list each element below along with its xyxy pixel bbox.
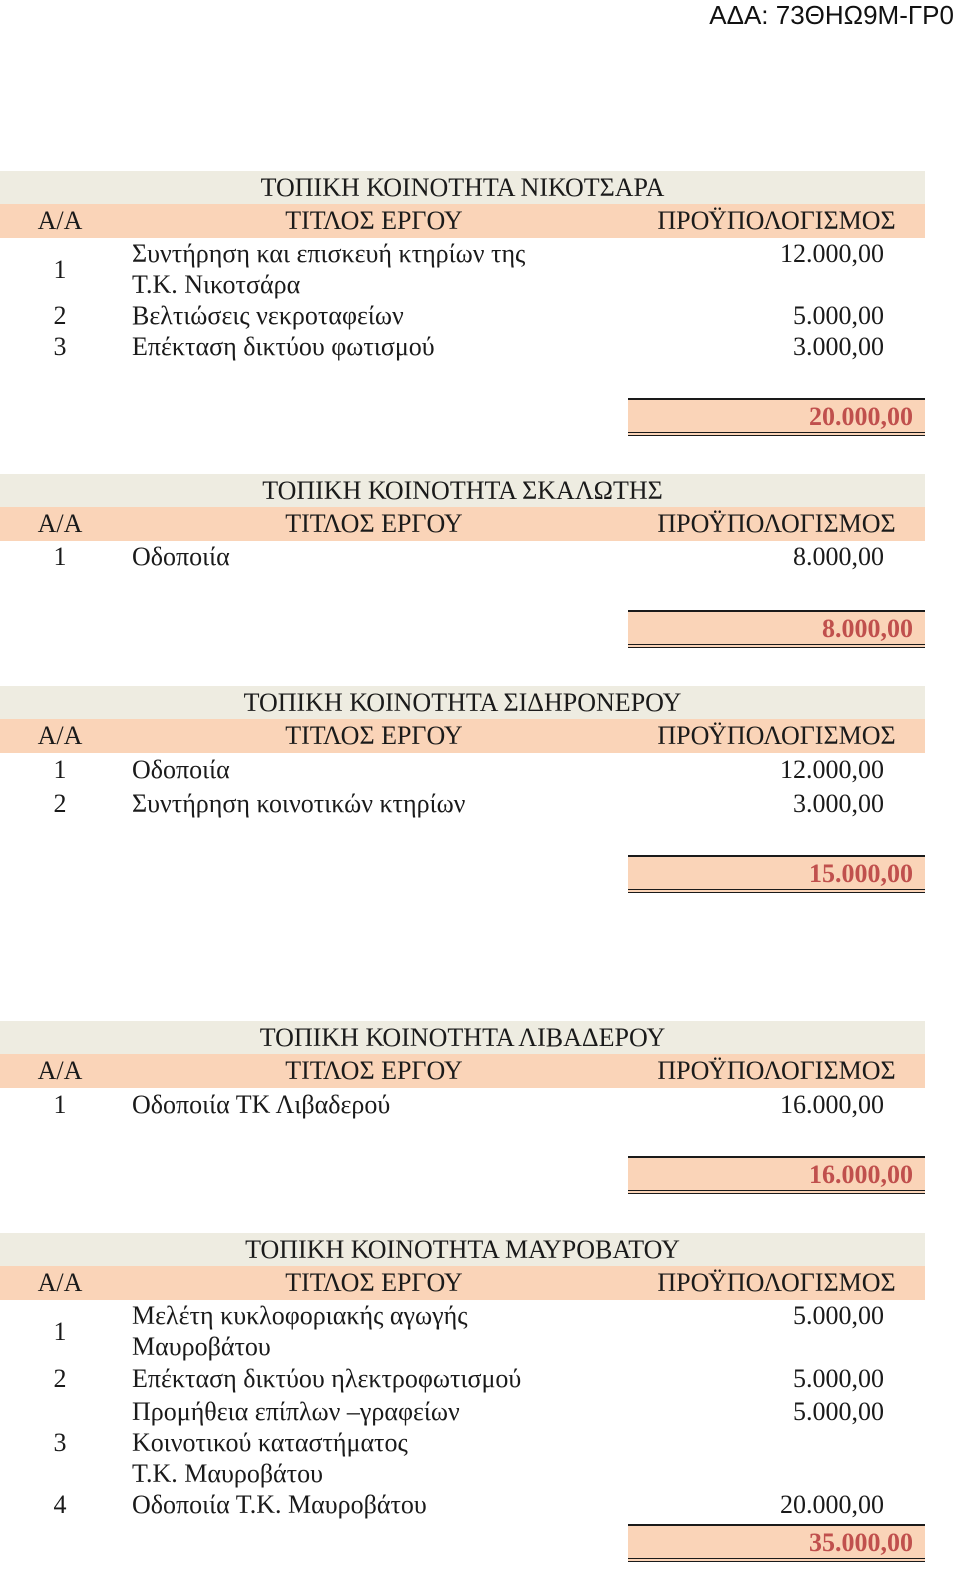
table-header	[0, 507, 925, 541]
row-title-line2: Μαυροβάτου	[132, 1332, 271, 1361]
header-budget: ΠΡΟΫΠΟΛΟΓΙΣΜΟΣ	[657, 1268, 896, 1297]
header-title: ΤΙΤΛΟΣ ΕΡΓΟΥ	[285, 1056, 463, 1085]
section-title: ΤΟΠΙΚΗ ΚΟΙΝΟΤΗΤΑ ΝΙΚΟΤΣΑΡΑ	[260, 173, 665, 202]
header-budget: ΠΡΟΫΠΟΛΟΓΙΣΜΟΣ	[657, 721, 896, 750]
section-title: ΤΟΠΙΚΗ ΚΟΙΝΟΤΗΤΑ ΣΙΔΗΡΟΝΕΡΟΥ	[243, 688, 682, 717]
row-num: 1	[53, 1090, 67, 1119]
row-num: 2	[53, 789, 67, 818]
row-amount: 16.000,00	[780, 1090, 884, 1119]
header-title: ΤΙΤΛΟΣ ΕΡΓΟΥ	[285, 509, 463, 538]
header-num: Α/Α	[37, 1056, 83, 1085]
table-row	[0, 787, 925, 821]
table-row	[0, 1300, 925, 1362]
table-row	[0, 1362, 925, 1396]
row-title: Συντήρηση κοινοτικών κτηρίων	[132, 789, 466, 818]
header-budget: ΠΡΟΫΠΟΛΟΓΙΣΜΟΣ	[657, 206, 896, 235]
header-num: Α/Α	[37, 1268, 83, 1297]
row-amount: 3.000,00	[793, 332, 884, 361]
row-title: Επέκταση δικτύου ηλεκτροφωτισμού	[132, 1364, 522, 1393]
row-amount: 20.000,00	[780, 1490, 884, 1519]
header-budget: ΠΡΟΫΠΟΛΟΓΙΣΜΟΣ	[657, 1056, 896, 1085]
header-title: ΤΙΤΛΟΣ ΕΡΓΟΥ	[285, 1268, 463, 1297]
table-row	[0, 541, 925, 572]
section-sidironerou	[0, 686, 925, 821]
section-total: 16.000,00	[628, 1156, 925, 1194]
row-title: Επέκταση δικτύου φωτισμού	[132, 332, 435, 361]
header-title: ΤΙΤΛΟΣ ΕΡΓΟΥ	[285, 721, 463, 750]
table-header	[0, 1266, 925, 1300]
header-budget: ΠΡΟΫΠΟΛΟΓΙΣΜΟΣ	[657, 509, 896, 538]
table-header	[0, 204, 925, 238]
row-amount: 5.000,00	[793, 1397, 884, 1426]
row-amount: 5.000,00	[793, 301, 884, 330]
row-title: Οδοποιία	[132, 542, 230, 571]
section-title: ΤΟΠΙΚΗ ΚΟΙΝΟΤΗΤΑ ΜΑΥΡΟΒΑΤΟΥ	[245, 1235, 680, 1264]
section-skalotis	[0, 474, 925, 572]
table-row	[0, 1088, 925, 1122]
row-num: 3	[53, 1428, 67, 1457]
table-row	[0, 300, 925, 331]
ada-code: ΑΔΑ: 73ΘΗΩ9Μ-ΓΡ0	[709, 0, 954, 30]
header-num: Α/Α	[37, 509, 83, 538]
row-num: 1	[53, 1316, 67, 1346]
row-amount: 8.000,00	[793, 542, 884, 571]
row-title-line1: Προμήθεια επίπλων –γραφείων	[132, 1397, 460, 1426]
table-row	[0, 1396, 925, 1489]
row-num: 1	[53, 254, 67, 284]
section-total: 35.000,00	[628, 1524, 925, 1562]
table-row	[0, 331, 925, 362]
section-title: ΤΟΠΙΚΗ ΚΟΙΝΟΤΗΤΑ ΛΙΒΑΔΕΡΟΥ	[259, 1023, 666, 1052]
section-nikotsara	[0, 171, 925, 362]
row-title: Βελτιώσεις νεκροταφείων	[132, 301, 404, 330]
header-num: Α/Α	[37, 721, 83, 750]
section-title: ΤΟΠΙΚΗ ΚΟΙΝΟΤΗΤΑ ΣΚΑΛΩΤΗΣ	[262, 476, 663, 505]
row-title: Οδοποιία	[132, 755, 230, 784]
table-row	[0, 753, 925, 787]
row-title: Οδοποιία ΤΚ Λιβαδερού	[132, 1090, 391, 1119]
row-amount: 5.000,00	[793, 1301, 884, 1330]
row-num: 1	[53, 755, 67, 784]
row-title-line3: Τ.Κ. Μαυροβάτου	[132, 1459, 323, 1488]
row-amount: 12.000,00	[780, 239, 884, 268]
row-num: 4	[53, 1490, 67, 1519]
row-title-line2: Κοινοτικού καταστήματος	[132, 1428, 408, 1457]
table-header	[0, 1054, 925, 1088]
table-header	[0, 719, 925, 753]
row-amount: 3.000,00	[793, 789, 884, 818]
row-title-line1: Συντήρηση και επισκευή κτηρίων της	[132, 239, 526, 268]
table-row	[0, 1489, 925, 1520]
row-num: 2	[53, 301, 67, 330]
row-title-line2: Τ.Κ. Νικοτσάρα	[132, 270, 301, 299]
section-mavrovatou	[0, 1233, 925, 1520]
row-title: Οδοποιία Τ.Κ. Μαυροβάτου	[132, 1490, 427, 1519]
section-livaderou	[0, 1021, 925, 1122]
header-num: Α/Α	[37, 206, 83, 235]
row-num: 3	[53, 332, 67, 361]
section-total: 20.000,00	[628, 398, 925, 436]
row-title-line1: Μελέτη κυκλοφοριακής αγωγής	[132, 1301, 468, 1330]
table-row	[0, 238, 925, 300]
row-amount: 5.000,00	[793, 1364, 884, 1393]
row-amount: 12.000,00	[780, 755, 884, 784]
section-total: 8.000,00	[628, 610, 925, 648]
row-num: 2	[53, 1364, 67, 1393]
section-total: 15.000,00	[628, 855, 925, 893]
header-title: ΤΙΤΛΟΣ ΕΡΓΟΥ	[285, 206, 463, 235]
row-num: 1	[53, 542, 67, 571]
